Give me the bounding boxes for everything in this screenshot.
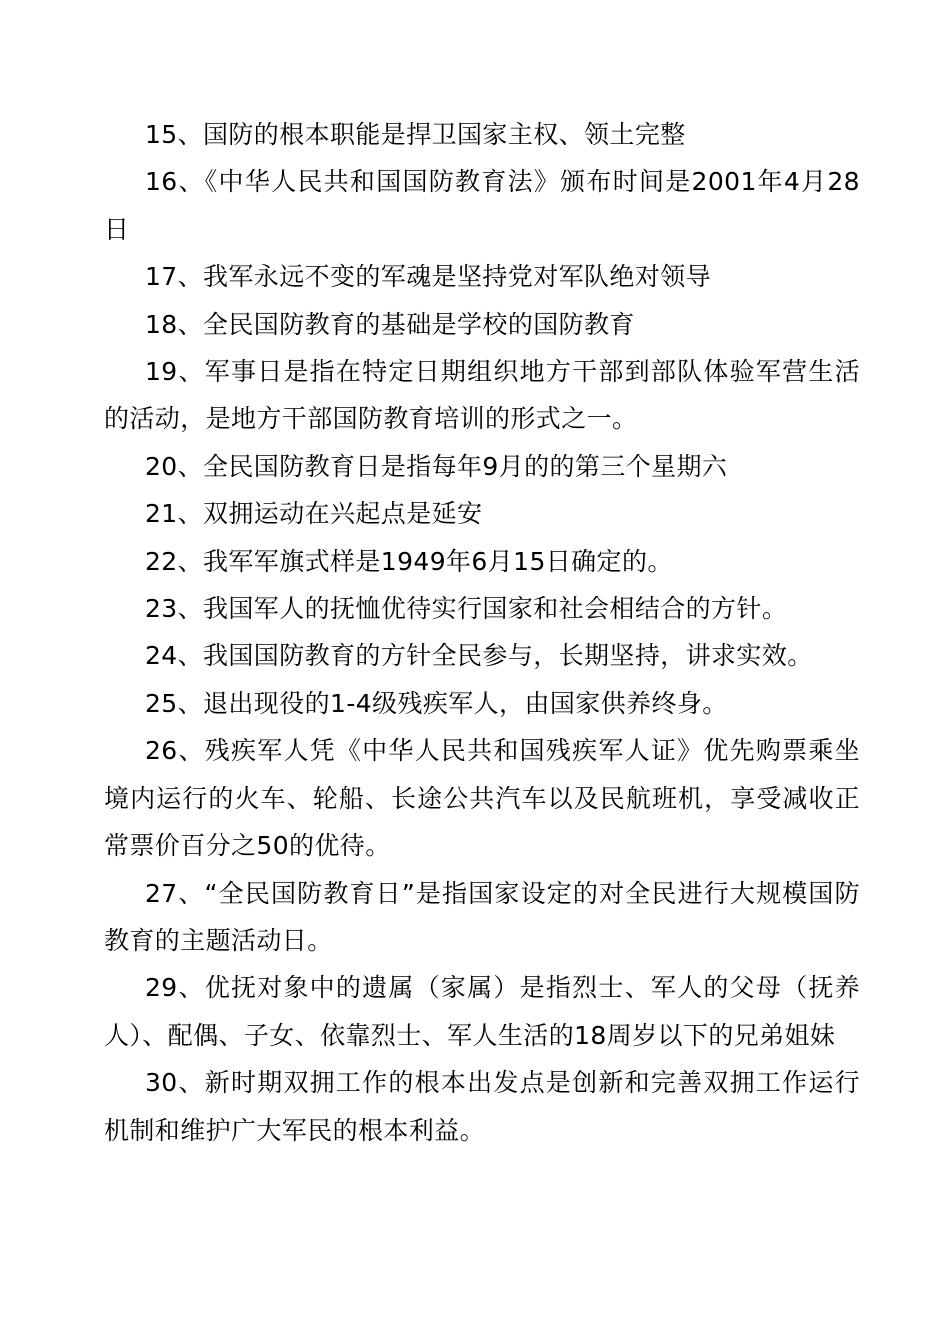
list-item-19: 19、军事日是指在特定日期组织地方干部到部队体验军营生活的活动，是地方干部国防教育培训的形式之一。 [104,357,860,434]
list-item-17: 17、我军永远不变的军魂是坚持党对军队绝对领导 [145,262,712,292]
list-item-27: 27、“全民国防教育日”是指国家设定的对全民进行大规模国防教育的主题活动日。 [104,878,860,955]
list-item-18: 18、全民国防教育的基础是学校的国防教育 [145,309,635,339]
list-item-22: 22、我军军旗式样是1949年6月15日确定的。 [145,546,673,576]
list-item-21: 21、双拥运动在兴起点是延安 [145,499,483,529]
list-item-23: 23、我国军人的抚恤优待实行国家和社会相结合的方针。 [145,594,788,624]
list-item-25: 25、退出现役的1-4级残疾军人，由国家供养终身。 [145,688,728,718]
list-item-24: 24、我国国防教育的方针全民参与，长期坚持，讲求实效。 [145,641,813,671]
list-item-30: 30、新时期双拥工作的根本出发点是创新和完善双拥工作运行机制和维护广大军民的根本利益。 [104,1068,860,1145]
list-item-26: 26、残疾军人凭《中华人民共和国残疾军人证》优先购票乘坐境内运行的火车、轮船、长途公共汽车以及民航班机，享受减收正常票价百分之50的优待。 [104,736,860,861]
list-item-20: 20、全民国防教育日是指每年9月的的第三个星期六 [145,451,728,481]
list-item-16: 16、《中华人民共和国国防教育法》颁布时间是2001年4月28日 [104,167,860,244]
list-item-29: 29、优抚对象中的遗属（家属）是指烈士、军人的父母（抚养人）、配偶、子女、依靠烈士、军人生活的18周岁以下的兄弟姐妹 [104,973,860,1050]
list-item-15: 15、国防的根本职能是捍卫国家主权、领土完整 [145,120,686,149]
